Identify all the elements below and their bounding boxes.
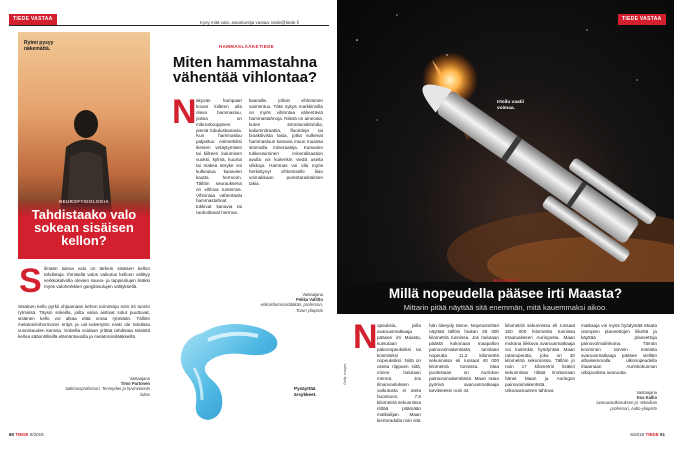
right-body-col1: opeuksia, joilla avaruusmatkaaja pääsee irti Maasta, kutsutaan pakonopeuksiksi tai kosmisiksi nopeuksiksi. Niitä on useita riippuen siitä, minne halutaan mennä. Jos ilmanvastuksen vaikutusta ei oteta huomioon, 7,9 kilometriä sekunnissa riittää pitämään matkailijan Maan kiertoradalla noin sitä (377, 323, 421, 423)
left-kicker: NEUROFYSIOLOGIA (58, 199, 109, 204)
footer-left-page-number: 60 (9, 432, 15, 437)
center-signature-title: erikoishammaslääkäri, professori, Turun yliopisto (260, 302, 323, 313)
center-headline: Miten hammastahna vähentää vihlontaa? (172, 54, 318, 86)
footer-right (630, 432, 665, 437)
center-signature-name: Pekka Vallittu (296, 297, 323, 303)
right-headline: Millä nopeudella pääsee irti Maasta? (388, 286, 623, 301)
right-signature-label: Vastaajana (636, 390, 657, 395)
footer-right-issue: 6/2018 (630, 432, 645, 437)
right-body-col3: kilometriä sekunnissa eli runsaat 150 000 kilometriä tunnissa Irtautuakseen Auringosta. Maan mukana liikkuva avaruusmatkaaja voi kuitenkin hyödyntää Maan ratanopeutta, joka on 30 kilometriä sekunnissa. Tällöin jo noin 17 kilometrin lisäkiri sekunnissa riittää irrottamaan hänet Maan ja Auringon painovoimakentistä. Ulkoavaruuteen tahtova (505, 323, 575, 393)
left-signature-title: tutkimusprofessori, Terveyden ja hyvinvoinnin laitos (65, 386, 150, 397)
boy-caption: Rytmi pysyy näkemättä. (24, 40, 54, 52)
center-kicker: HAMMASLÄÄKETIEDE (218, 44, 275, 49)
left-dropcap: S (19, 262, 42, 300)
footer-right-page-number: 61 (659, 432, 665, 437)
left-body-intro: ilmään tuleva valo on tärkein sisäisen kellon tahdistaja. Ihmisellä valon vaikutus kelloon välittyy verkkokalvolla olevien sauva- ja tappisolujen lisäksi myös valoherkkien gangliosolujen välityksellä. (44, 266, 150, 289)
topbar-text: Kysy mitä vain, asiantuntija vastaa: tiede@tiede.fi (200, 20, 299, 25)
left-signature (60, 376, 150, 397)
footer-left-issue: 6/2018 (29, 432, 44, 437)
center-dropcap: N (172, 93, 197, 131)
left-headline-block (18, 199, 150, 259)
left-headline: Tahdistaako valo sokean sisäisen kellon? (31, 207, 137, 248)
right-signature-name: Esa Kallio (636, 395, 657, 401)
center-body-col2: kaanalle, jolloin vihlominen vaimentuu. Tätä nykyä markkinoilla on myös vihlontaa vähentäviä hammastahnoja. Niissä on aineosia, kuten strontiumikloridia, kaliumnitraattia, fluorideja tai bioaktiivista lasia, jotka sulkevat hammasluun kanavia muun muassa sitomalla mineraaleja. Kanavien tukkeutuminen mineralisaation avulla voi kuitenkin viedä useita viikkoja. Hammas voi olla myös herkistynyt vihlomiselle liian voimakkaan purentarasituksen takia. (249, 98, 323, 186)
left-signature-name: Timo Partonen (120, 381, 150, 387)
toothpaste-image (172, 318, 290, 422)
top-rule-left (9, 25, 329, 26)
rocket-caption: Irtoilu vaatii voimaa. (497, 100, 524, 111)
footer-right-brand: TIEDE (645, 432, 659, 437)
left-body-rest: Sisäinen kello pyrkii ohjaamaan kehon toimintoja noin 24 tunnin rytmissä. Täysin sokeilla, joilta valoa aistivat solut puuttuvat, sisäinen kello voi alkaa elää omaa rytmiään. Tällöin melatoniinihormonin eritys ja uni-valverytmi eivät ole tahdissa vuorokauden kanssa. Sokeilla voidaan yrittää tahdistaa sisäistä kelloa säännöllisillä elämäntavoilla ja melatoniinilääkkeillä. (18, 304, 150, 339)
photo-credit: Getty Images (343, 363, 347, 385)
right-signature-title: avaruustutkimuksen ja -tekniikan professori, Aalto-yliopisto (596, 400, 657, 411)
right-subheadline: Mittarin pitää näyttää sitä enemmän, mitä kauemmaksi aikoo. (403, 303, 608, 312)
footer-left-brand: TIEDE (15, 432, 29, 437)
toothpaste-caption: Pysäyttää ärsykkeet. (294, 386, 317, 397)
center-body-col1: äkyvän hampaan kovan kiilteen alla oleva hammasluu, joissa on mikroskooppisen pieniä tubuluskanavia. Kun hammasluu paljastuu esimerkiksi ikenien vetäytymisen tai kiilteen kulumisen vuoksi, kylmä, kuuma tai makea ärsyke voi kulkeutua kanavien kautta hermoon. Tällöin seurauksena on vihlova tuntemus. Vihlontaa vähentävät hammastahnat tukkivat kanavia tai rauhoittavat hermoa. (196, 98, 242, 216)
right-body-col4: matkaaja voi myös hyödyntää Maata ulompien planeettojen liikettä ja käyttää planeettoja painovoimalinkoina. Tämän koominen tarvein enteista avaruusmatkaaja pääsee vielläin alhaisemmalla ulkonopeudella irtaamaan Aurinkokunnan ulkopuolista avaruutta. (581, 323, 657, 376)
rocket-photo (337, 0, 674, 300)
right-page (337, 0, 674, 450)
footer-left (9, 432, 44, 437)
right-kicker: AVARUUS (493, 278, 518, 283)
boy-silhouette-icon (56, 102, 116, 212)
section-tag-left: TIEDE VASTAA (9, 14, 57, 25)
right-dropcap: N (353, 318, 378, 356)
center-signature (249, 292, 323, 313)
right-body-col2: hän lokeydy tänne. Nopeusmittari näyttää tällöin hiukan 28 000 kilometriä tunnissa. Jos halutaan päästä kokonaan maapallon painovoimakentästä, tarvitaan nopeutta 11,2 kilometriä sekunnissa eli runsaat 40 000 kilometriä tunnissa. Maa puolestaan on Aurinkon painovoimakentässä. Maan ratao pyörivä avaruusmatkaaja tarvitseekin noin 42 (429, 323, 499, 393)
rocket-illustration (337, 0, 674, 300)
left-signature-label: Vastaajana (129, 376, 150, 381)
section-tag-right: TIEDE VASTAA (618, 14, 666, 25)
right-signature (581, 390, 657, 411)
center-signature-label: Vastaajana (302, 292, 323, 297)
